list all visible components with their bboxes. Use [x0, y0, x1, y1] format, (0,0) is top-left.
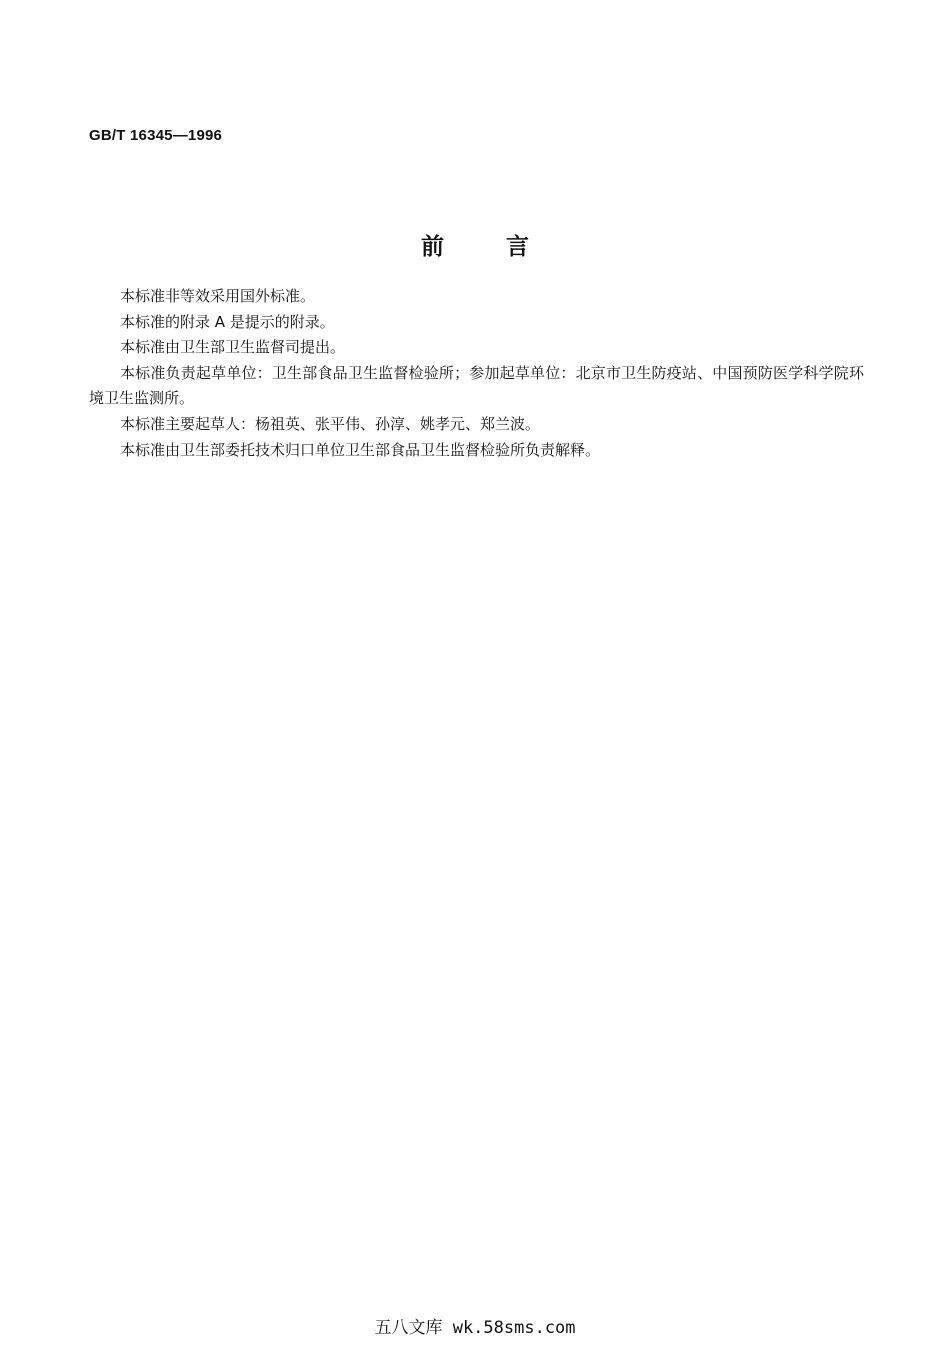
paragraph-adoption: 本标准非等效采用国外标准。 [120, 287, 316, 305]
foreword-body [89, 284, 864, 463]
paragraph-drafting-units: 本标准负责起草单位：卫生部食品卫生监督检验所；参加起草单位：北京市卫生防疫站、中国预防医学科学院环境卫生监测所。 [89, 363, 864, 408]
footer-watermark: 五八文库 wk.58sms.com [374, 1318, 576, 1338]
paragraph-proposer: 本标准由卫生部卫生监督司提出。 [120, 338, 346, 357]
paragraph-interpretation: 本标准由卫生部委托技术归口单位卫生部食品卫生监督检验所负责解释。 [120, 440, 601, 459]
page-title: 前言 [421, 234, 591, 260]
paragraph-appendix: 本标准的附录 A 是提示的附录。 [120, 312, 335, 331]
paragraph-drafters: 本标准主要起草人：杨祖英、张平伟、孙淳、姚孝元、郑兰波。 [120, 414, 541, 433]
standard-code: GB/T 16345—1996 [89, 127, 223, 144]
